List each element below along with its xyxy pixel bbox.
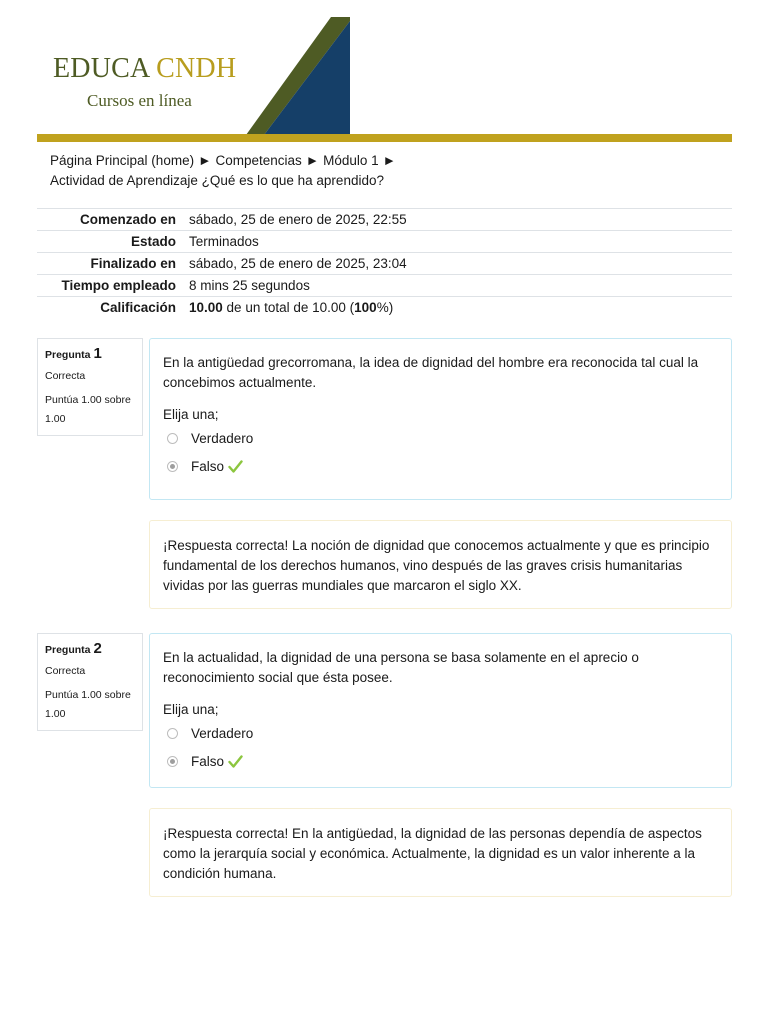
logo-title[interactable] xyxy=(53,53,236,85)
radio-falso-selected[interactable] xyxy=(167,756,178,767)
breadcrumb xyxy=(50,151,710,191)
logo-cndh-text: CNDH xyxy=(156,53,237,84)
radio-falso-selected[interactable] xyxy=(167,461,178,472)
summary-label: Finalizado en xyxy=(37,253,183,275)
question-state: Correcta xyxy=(45,665,86,677)
header-divider xyxy=(37,134,732,142)
site-header xyxy=(37,17,732,142)
summary-value xyxy=(183,297,732,319)
feedback-text: ¡Respuesta correcta! La noción de dignidad que conocemos actualmente y que es principio fundamental de los derechos humanos, vino después de las graves crisis humanitarias vividas por las guerras mundiales que marcaron el siglo XX. xyxy=(163,538,710,593)
summary-row-time xyxy=(37,275,732,297)
option-label: Falso xyxy=(191,458,225,474)
answer-option-falso[interactable] xyxy=(163,748,718,776)
summary-value: sábado, 25 de enero de 2025, 22:55 xyxy=(183,209,732,231)
question-formulation-1 xyxy=(149,338,732,500)
attempt-summary-table xyxy=(37,208,732,318)
question-feedback-1 xyxy=(149,520,732,609)
summary-value: Terminados xyxy=(183,231,732,253)
question-label: Pregunta xyxy=(45,349,91,361)
breadcrumb-separator: ► xyxy=(198,153,212,168)
question-grade: Puntúa 1.00 sobre 1.00 xyxy=(45,394,131,425)
breadcrumb-separator: ► xyxy=(305,153,320,168)
summary-row-finished xyxy=(37,253,732,275)
question-feedback-2 xyxy=(149,808,732,897)
question-number xyxy=(45,640,135,657)
correct-check-icon xyxy=(228,460,243,473)
option-label: Verdadero xyxy=(191,430,254,446)
summary-label: Estado xyxy=(37,231,183,253)
grade-percent: 100 xyxy=(354,300,377,315)
summary-label: Calificación xyxy=(37,297,183,319)
summary-row-started xyxy=(37,209,732,231)
logo-subtitle: Cursos en línea xyxy=(87,91,192,110)
radio-verdadero[interactable] xyxy=(167,728,178,739)
option-label: Verdadero xyxy=(191,725,254,741)
question-label: Pregunta xyxy=(45,644,91,656)
radio-verdadero[interactable] xyxy=(167,433,178,444)
answer-prompt: Elija una; xyxy=(163,702,219,717)
answer-option-verdadero[interactable] xyxy=(163,720,718,748)
breadcrumb-separator: ► xyxy=(382,153,397,168)
summary-row-grade xyxy=(37,297,732,319)
breadcrumb-activity[interactable]: Actividad de Aprendizaje ¿Qué es lo que ha aprendido? xyxy=(50,173,384,188)
breadcrumb-modulo[interactable]: Módulo 1 xyxy=(323,153,379,168)
grade-score: 10.00 xyxy=(189,300,223,315)
question-text: En la actualidad, la dignidad de una persona se basa solamente en el aprecio o reconocimiento social que ésta posee. xyxy=(163,650,639,685)
feedback-text: ¡Respuesta correcta! En la antigüedad, la dignidad de las personas dependía de aspectos como la jerarquía social y económica. Actualmente, la dignidad es un valor inherente a la condición humana. xyxy=(163,826,702,881)
summary-label: Comenzado en xyxy=(37,209,183,231)
answer-option-falso[interactable] xyxy=(163,453,718,481)
answer-option-verdadero[interactable] xyxy=(163,425,718,453)
question-state: Correcta xyxy=(45,370,86,382)
summary-value: 8 mins 25 segundos xyxy=(183,275,732,297)
question-info-1 xyxy=(37,338,143,436)
grade-end: %) xyxy=(376,300,394,315)
summary-label: Tiempo empleado xyxy=(37,275,183,297)
question-info-2 xyxy=(37,633,143,731)
breadcrumb-home[interactable]: Página Principal (home) xyxy=(50,153,195,168)
answer-prompt: Elija una; xyxy=(163,407,219,422)
logo-educa-text: EDUCA xyxy=(53,53,149,84)
question-number-value: 2 xyxy=(93,640,102,657)
summary-value: sábado, 25 de enero de 2025, 23:04 xyxy=(183,253,732,275)
question-text: En la antigüedad grecorromana, la idea de dignidad del hombre era reconocida tal cual la concebimos actualmente. xyxy=(163,355,699,390)
summary-row-state xyxy=(37,231,732,253)
option-label: Falso xyxy=(191,753,225,769)
logo-graphic-icon xyxy=(246,17,352,135)
grade-mid: de un total de 10.00 ( xyxy=(222,300,355,315)
question-number-value: 1 xyxy=(93,345,102,362)
question-grade: Puntúa 1.00 sobre 1.00 xyxy=(45,689,131,720)
correct-check-icon xyxy=(228,755,243,768)
question-number xyxy=(45,345,135,362)
question-formulation-2 xyxy=(149,633,732,788)
breadcrumb-competencias[interactable]: Competencias xyxy=(215,153,302,168)
